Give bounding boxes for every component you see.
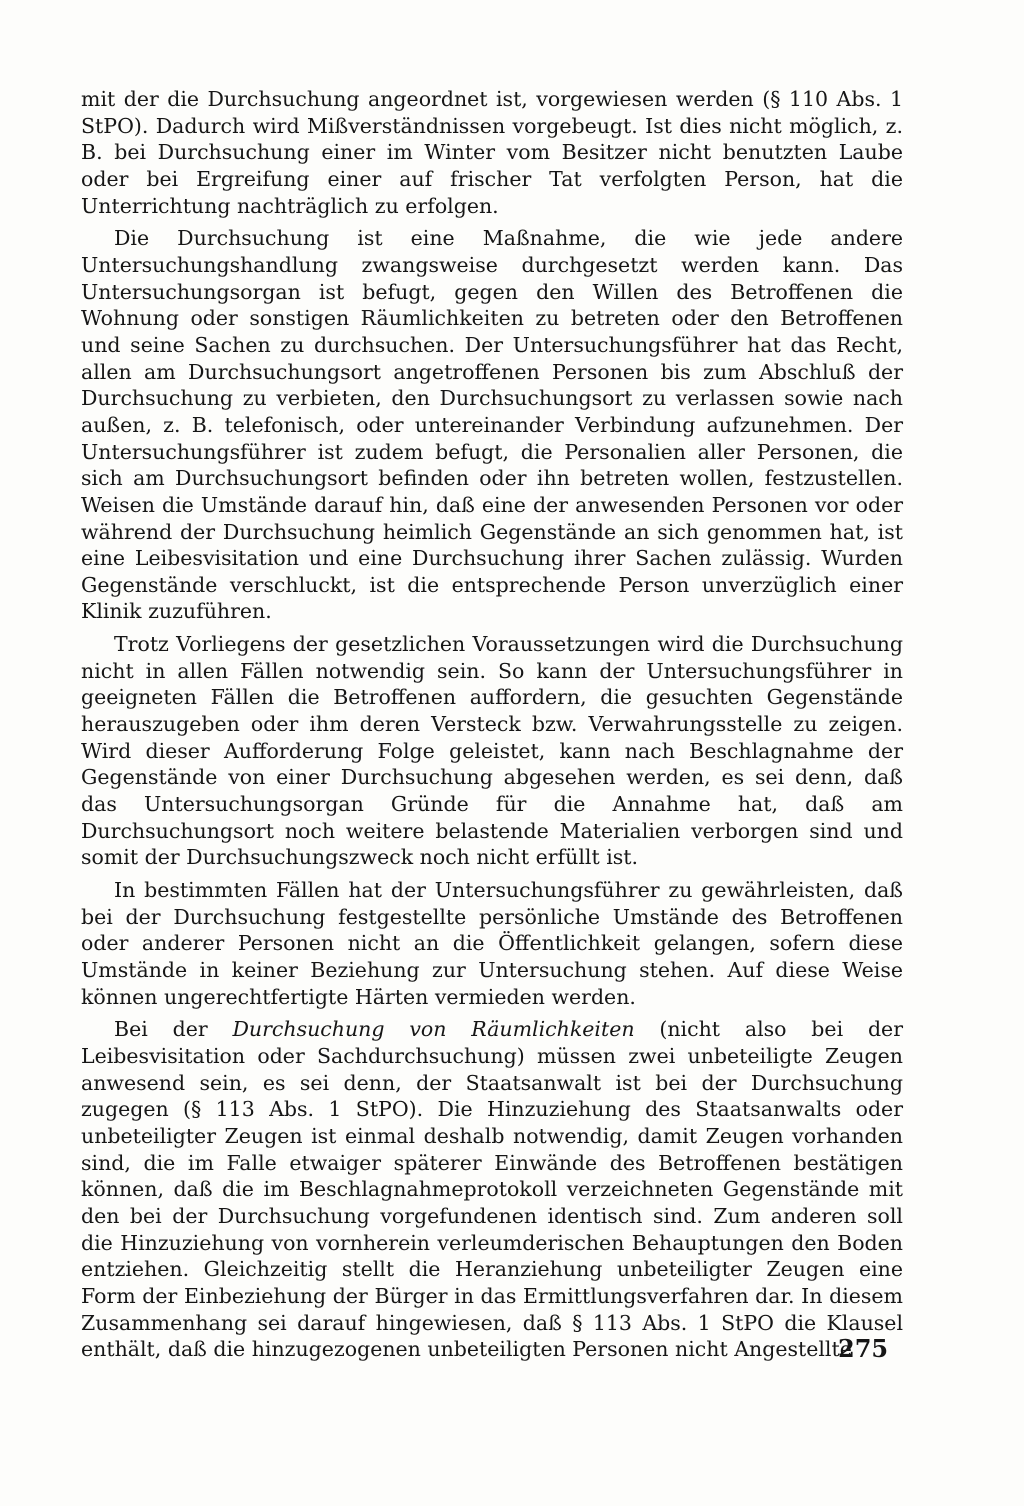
paragraph-5-rest: (nicht also bei der Leibesvisitation oder Sachdurchsuchung) müssen zwei unbeteiligte Zeugen anwesend sein, es sei denn, der Staatsanwalt ist bei der Durchsuchung zugegen (§ 113 Abs. 1 StPO). Die Hinzuziehung des Staatsanwalts oder unbeteiligter Zeugen ist einmal deshalb notwendig, damit Zeugen vorhanden sind, die im Falle etwaiger späterer Einwände des Betroffenen bestätigen können, daß die im Beschlagnahmeprotokoll verzeichneten Gegenstände mit den bei der Durchsuchung vorgefundenen identisch sind. Zum anderen soll die Hinzuziehung von vornherein verleumderischen Behauptungen den Boden entziehen. Gleichzeitig stellt die Heranziehung unbeteiligter Zeugen eine Form der Einbeziehung der Bürger in das Ermittlungsverfahren dar. In diesem Zusammenhang sei darauf hingewiesen, daß § 113 Abs. 1 StPO die Klausel enthält, daß die hinzugezogenen unbeteiligten Personen nicht Angestellte: [81, 1017, 903, 1362]
paragraph-1: mit der die Durchsuchung angeordnet ist, vorgewiesen werden (§ 110 Abs. 1 StPO). Dadurch wird Mißverständnissen vorgebeugt. Ist dies nicht möglich, z. B. bei Durchsuchung einer im Winter vom Besitzer nicht benutzten Laube oder bei Ergreifung einer auf frischer Tat verfolgten Person, hat die Unterrichtung nachträglich zu erfolgen.: [81, 87, 903, 218]
paragraph-3: Trotz Vorliegens der gesetzlichen Voraussetzungen wird die Durchsuchung nicht in allen Fällen notwendig sein. So kann der Untersuchungsführer in geeigneten Fällen die Betroffenen auffordern, die gesuchten Gegenstände herauszugeben oder ihm deren Versteck bzw. Verwahrungsstelle zu zeigen. Wird dieser Aufforderung Folge geleistet, kann nach Beschlagnahme der Gegenstände von einer Durchsuchung abgesehen werden, es sei denn, daß das Untersuchungsorgan Gründe für die Annahme hat, daß am Durchsuchungsort noch weitere belastende Materialien verborgen sind und somit der Durchsuchungszweck noch nicht erfüllt ist.: [81, 632, 903, 870]
paragraph-2: Die Durchsuchung ist eine Maßnahme, die wie jede andere Untersuchungshandlung zwangsweise durchgesetzt werden kann. Das Untersuchungsorgan ist befugt, gegen den Willen des Betroffenen die Wohnung oder sonstigen Räumlichkeiten zu betreten oder den Betroffenen und seine Sachen zu durchsuchen. Der Untersuchungsführer hat das Recht, allen am Durchsuchungsort angetroffenen Personen bis zum Abschluß der Durchsuchung zu verbieten, den Durchsuchungsort zu verlassen sowie nach außen, z. B. telefonisch, oder untereinander Verbindung aufzunehmen. Der Untersuchungsführer ist zudem befugt, die Personalien aller Personen, die sich am Durchsuchungsort befinden oder ihn betreten wollen, festzustellen. Weisen die Umstände darauf hin, daß eine der anwesenden Personen vor oder während der Durchsuchung heimlich Gegenstände an sich genommen hat, ist eine Leibesvisitation und eine Durchsuchung ihrer Sachen zulässig. Wurden Gegenstände verschluckt, ist die entsprechende Person unverzüglich einer Klinik zuzuführen.: [81, 226, 903, 624]
paragraph-5-emphasis: Durchsuchung von Räumlichkeiten: [232, 1017, 635, 1042]
body-text: [81, 86, 903, 1363]
paragraph-4: In bestimmten Fällen hat der Untersuchungsführer zu gewährleisten, daß bei der Durchsuchung festgestellte persönliche Umstände des Betroffenen oder anderer Personen nicht an die Öffentlichkeit gelangen, sofern diese Umstände in keiner Beziehung zur Untersuchung stehen. Auf diese Weise können ungerechtfertigte Härten vermieden werden.: [81, 878, 903, 1009]
paragraph-5-lead: Bei der: [114, 1017, 233, 1042]
page-number: 275: [838, 1334, 889, 1363]
paragraph-5: [81, 1016, 903, 1363]
